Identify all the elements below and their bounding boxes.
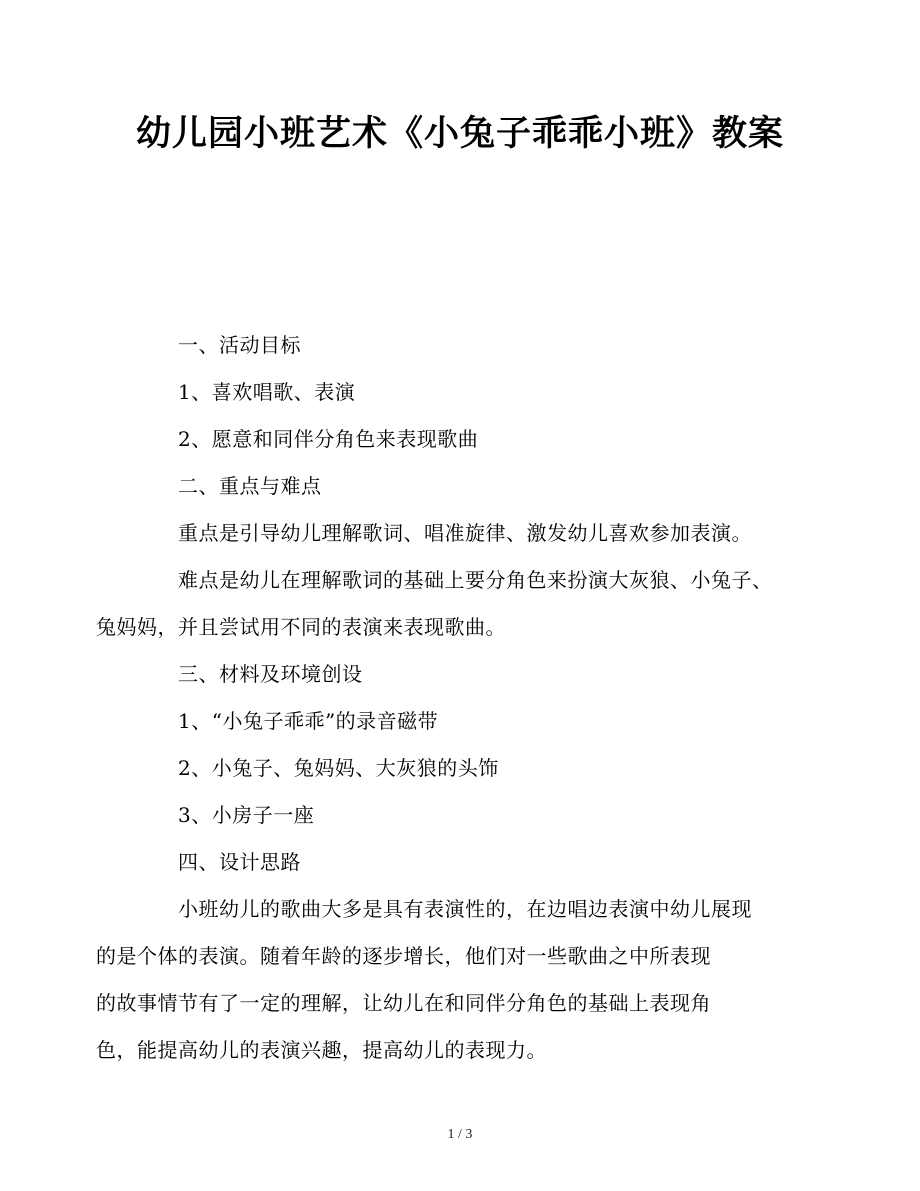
document-body bbox=[96, 322, 787, 1074]
material-item-3: 3、小房子一座 bbox=[178, 803, 315, 827]
key-point-paragraph: 重点是引导幼儿理解歌词、唱准旋律、激发幼儿喜欢参加表演。 bbox=[178, 521, 752, 545]
document-title: 幼儿园小班艺术《小兔子乖乖小班》教案 bbox=[135, 114, 784, 154]
material-item-1: 1、“小兔子乖乖”的录音磁带 bbox=[178, 709, 439, 733]
section-heading-design: 四、设计思路 bbox=[178, 850, 301, 874]
page-number: 1 / 3 bbox=[447, 1127, 473, 1142]
section-heading-goals: 一、活动目标 bbox=[178, 333, 301, 357]
material-item-2: 2、小兔子、兔妈妈、大灰狼的头饰 bbox=[178, 756, 499, 780]
design-paragraph: 小班幼儿的歌曲大多是具有表演性的，在边唱边表演中幼儿展现 的是个体的表演。随着年龄的逐步增长，他们对一些歌曲之中所表现 的故事情节有了一定的理解，让幼儿在和同伴分角色的基础上表现角 色，能提高幼儿的表演兴趣，提高幼儿的表现力。 bbox=[96, 897, 752, 1062]
section-heading-key-points: 二、重点与难点 bbox=[178, 474, 322, 498]
goal-item-2: 2、愿意和同伴分角色来表现歌曲 bbox=[178, 427, 479, 451]
difficulty-paragraph: 难点是幼儿在理解歌词的基础上要分角色来扮演大灰狼、小兔子、 兔妈妈，并且尝试用不同的表演来表现歌曲。 bbox=[96, 568, 773, 639]
section-heading-materials: 三、材料及环境创设 bbox=[178, 662, 363, 686]
goal-item-1: 1、喜欢唱歌、表演 bbox=[178, 380, 356, 404]
